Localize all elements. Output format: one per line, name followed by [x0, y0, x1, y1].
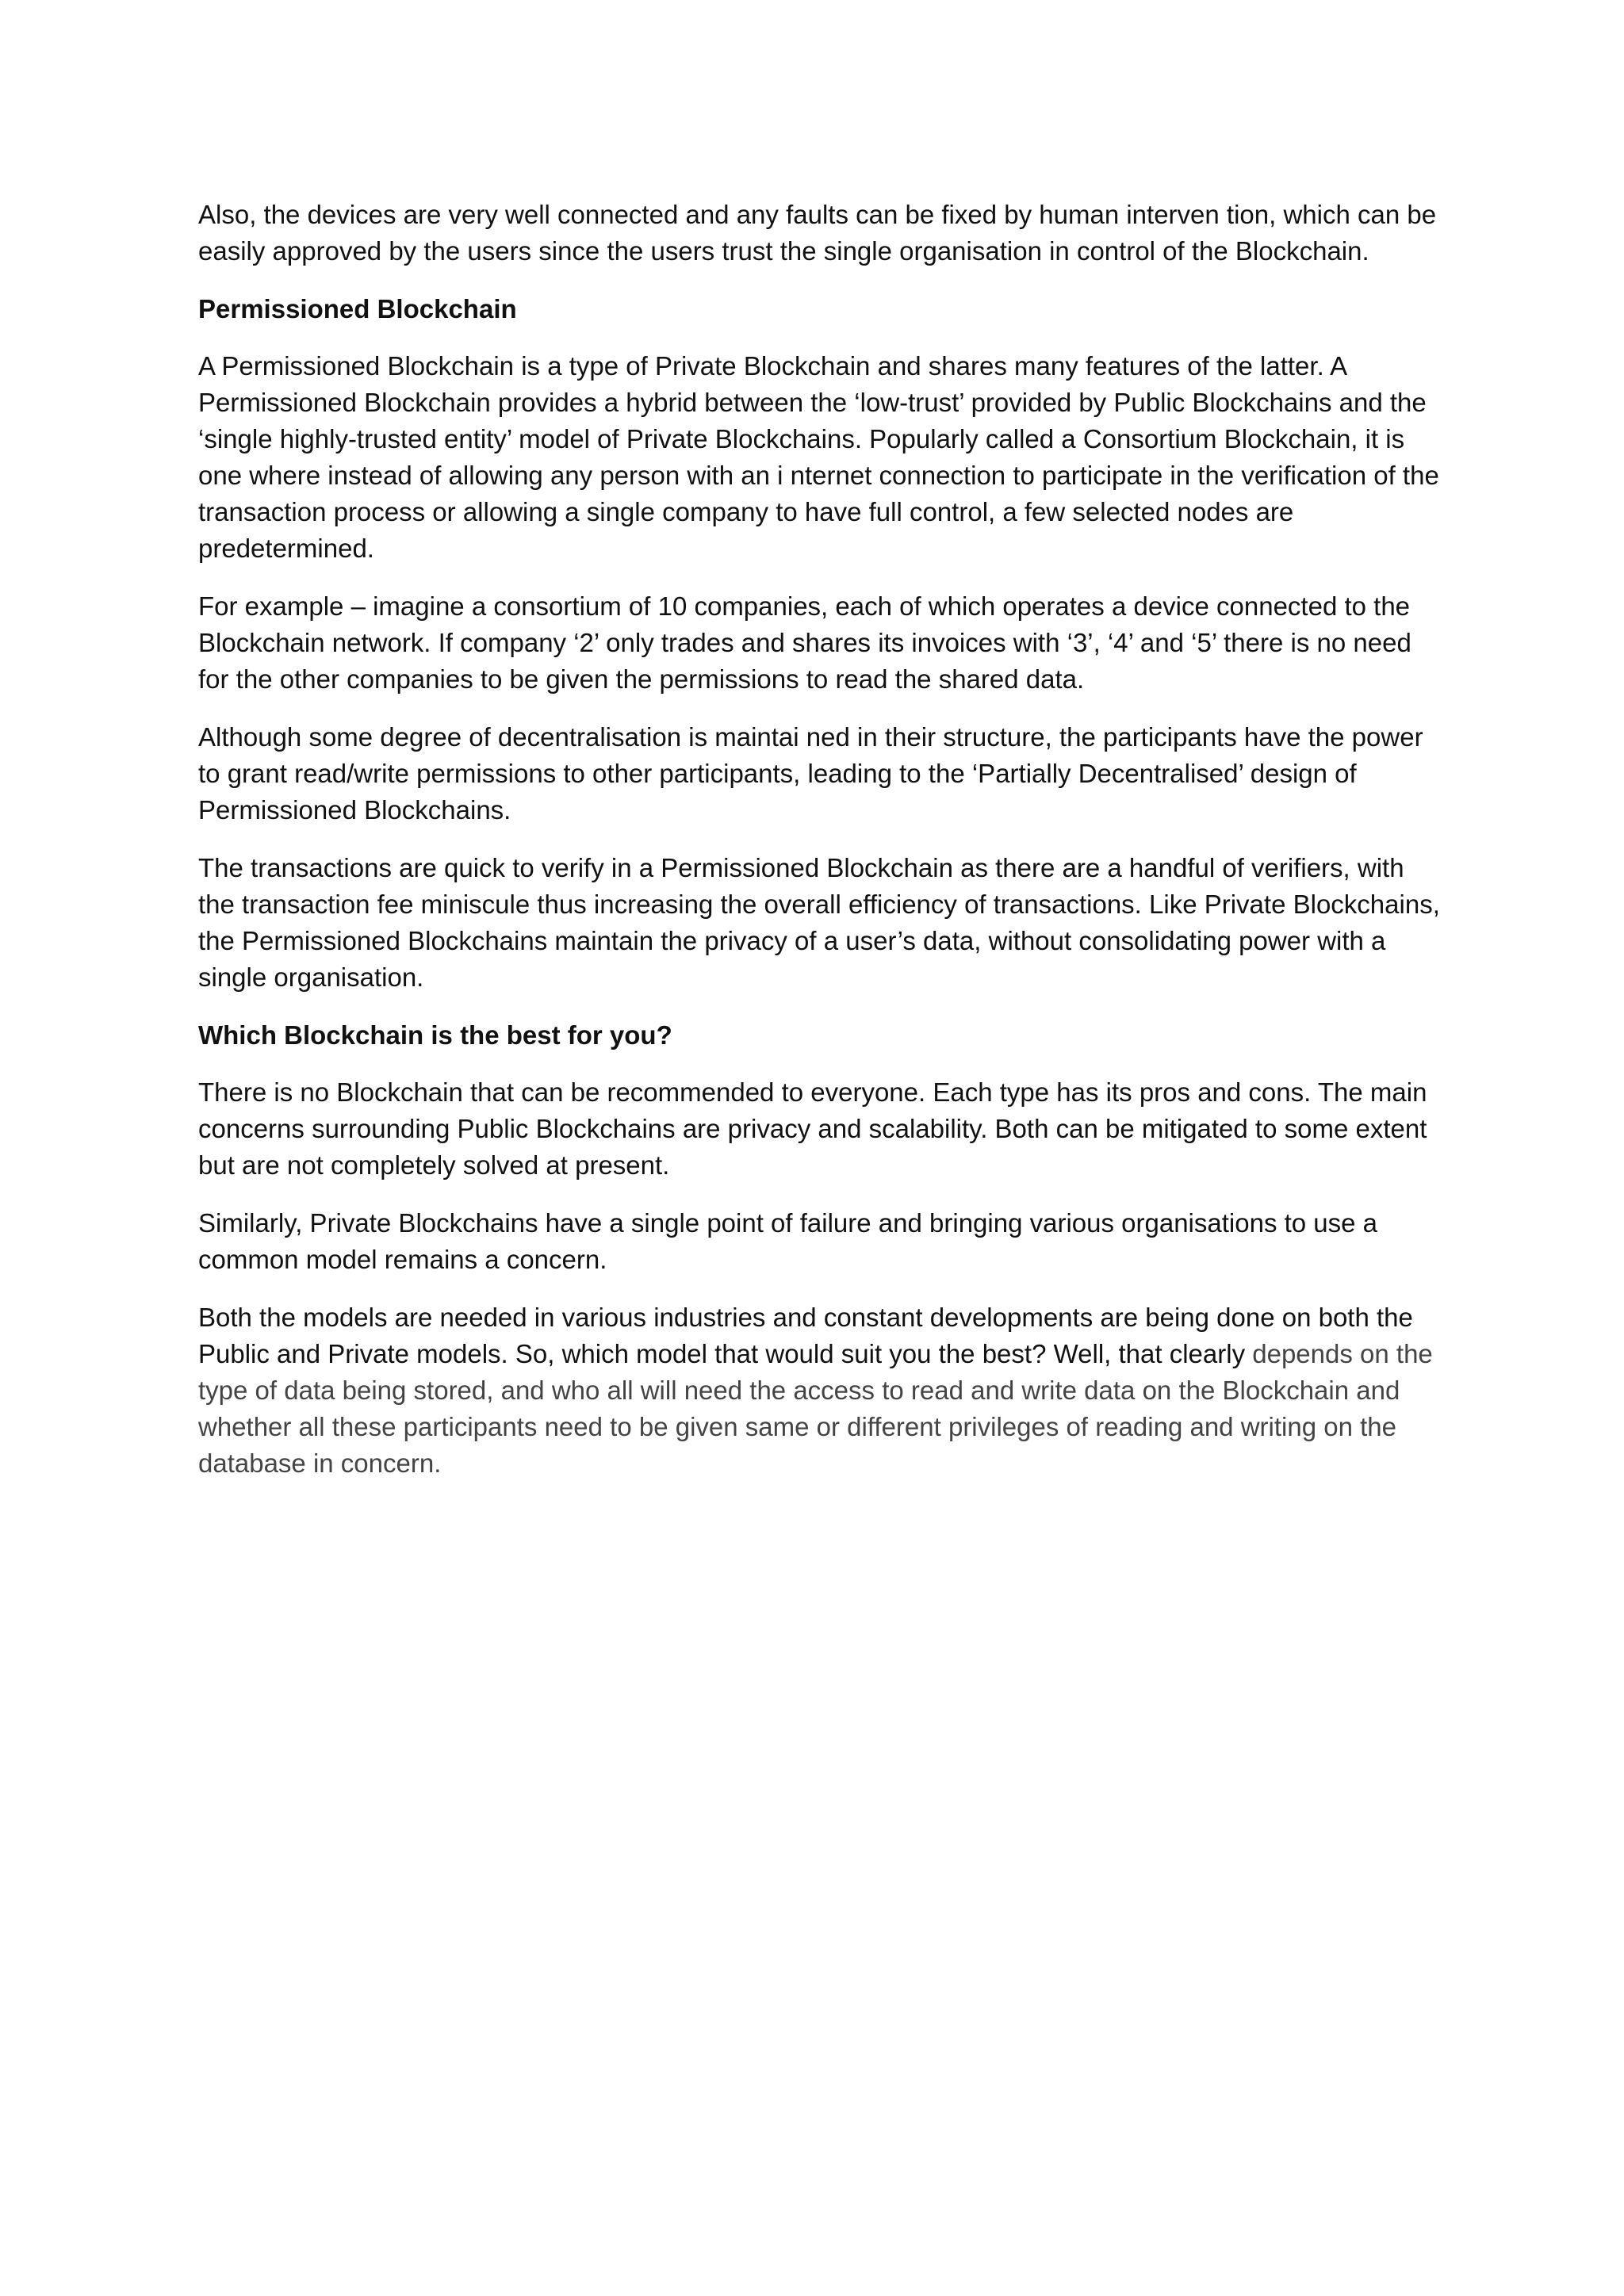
paragraph-private-blockchain-control: Also, the devices are very well connected and any faults can be fixed by human interven tion, which can be easily approved by the users since the users trust the single organisation in control of the Blockchain. — [198, 200, 1437, 266]
paragraph-no-single-recommendation: There is no Blockchain that can be recommended to everyone. Each type has its pros and cons. The main concerns surrounding Public Blockchains are privacy and scalability. Both can be mitigated to some extent but are not completely solved at present. — [198, 1077, 1427, 1180]
document-body — [198, 197, 1443, 1503]
heading-which-blockchain: Which Blockchain is the best for you? — [198, 1020, 672, 1050]
paragraph-private-single-point-failure: Similarly, Private Blockchains have a single point of failure and bringing various organisations to use a common model remains a concern. — [198, 1208, 1378, 1274]
paragraph-both-models-needed — [198, 1299, 1443, 1482]
paragraph-partial-decentralisation: Although some degree of decentralisation is maintai ned in their structure, the participants have the power to grant read/write permissions to other participants, leading to the ‘Partially Decentralised’ design of Permissioned Blockchains. — [198, 722, 1423, 825]
paragraph-permissioned-definition: A Permissioned Blockchain is a type of Private Blockchain and shares many features of the latter. A Permissioned Blockchain provides a hybrid between the ‘low-trust’ provided by Public Blockchains and the ‘single highly-trusted entity’ model of Private Blockchains. Popularly called a Consortium Blockchain, it is one where instead of allowing any person with an i nternet connection to participate in the verification of the transaction process or allowing a single company to have full control, a few selected nodes are predetermined. — [198, 351, 1439, 563]
final-paragraph-dark-text: Both the models are needed in various industries and constant developments are being done on both the Public and Private models. So, which model that would suit you the best? Well, that clearly — [198, 1303, 1413, 1368]
heading-permissioned-blockchain: Permissioned Blockchain — [198, 294, 517, 323]
paragraph-consortium-example: For example – imagine a consortium of 10 companies, each of which operates a device connected to the Blockchain network. If company ‘2’ only trades and shares its invoices with ‘3’, ‘4’ and ‘5’ there is no need for the other companies to be given the permissions to read the shared data. — [198, 591, 1411, 694]
paragraph-transaction-efficiency: The transactions are quick to verify in a Permissioned Blockchain as there are a handful of verifiers, with the transaction fee miniscule thus increasing the overall efficiency of transactions. Like Private Blockchains, the Permissioned Blockchains maintain the privacy of a user’s data, without consolidating power with a single organisation. — [198, 853, 1440, 992]
final-paragraph-faded-text: depends on the type of data being stored, and who all will need the access to read and write data on the Blockchain and whether all these participants need to be given same or different privileges of reading and writing on the database in concern. — [198, 1339, 1433, 1478]
